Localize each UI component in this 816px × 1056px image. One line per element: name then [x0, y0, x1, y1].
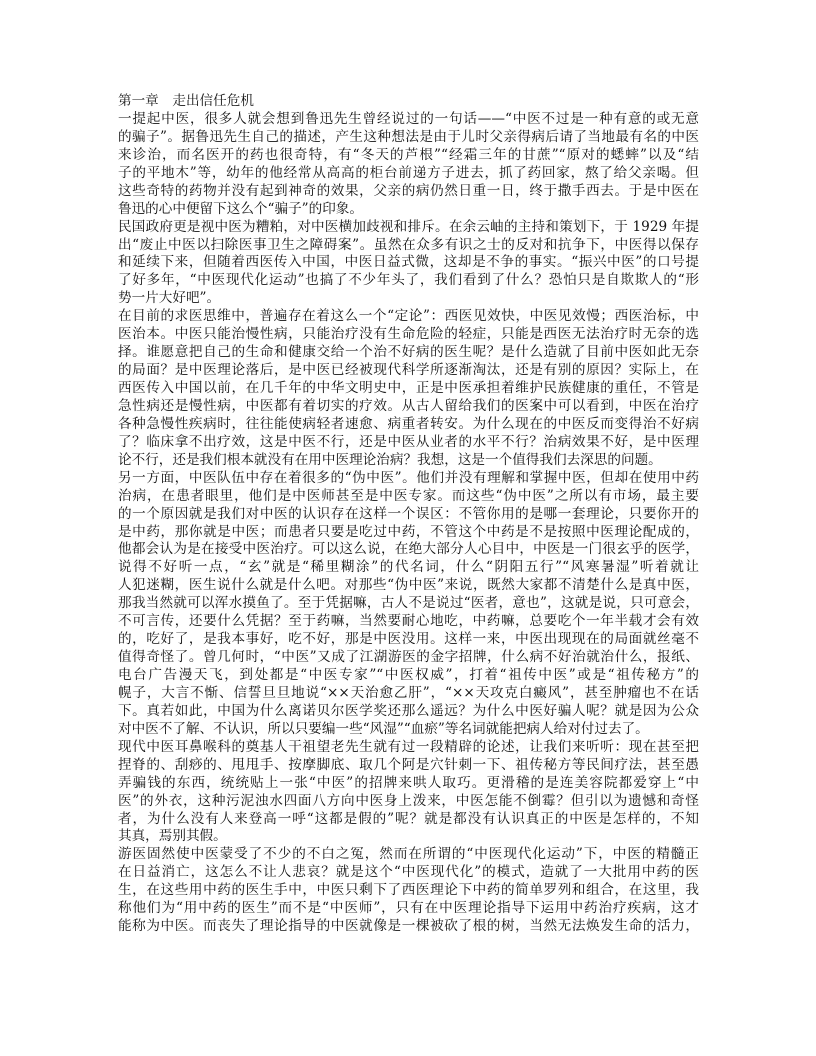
text-line: 下。真若如此，中国为什么离诺贝尔医学奖还那么遥远？为什么中医好骗人呢？就是因为公众 [118, 702, 699, 719]
text-line: 论不行，还是我们根本就没有在用中医理论治病？我想，这是一个值得我们去深思的问题。 [118, 451, 662, 468]
document-body [118, 111, 699, 936]
text-line: 幌子，大言不惭、信誓旦旦地说“××天治愈乙肝”，“××天攻克白癜风”，甚至肿瘤也不在话 [118, 684, 699, 701]
text-line: 在目前的求医思维中，普遍存在着这么一个“定论”：西医见效快，中医见效慢；西医治标，中 [118, 308, 699, 325]
text-line: 了好多年，“中医现代化运动”也搞了不少年头了，我们看到了什么？恐怕只是自欺欺人的“形 [118, 272, 699, 289]
text-line: 一提起中医，很多人就会想到鲁迅先生曾经说过的一句话——“中医不过是一种有意的或无意 [118, 110, 699, 127]
paragraph [118, 111, 699, 219]
text-line: 医”的外衣，这种污泥浊水四面八方向中医身上泼来，中医怎能不倒霉？但引以为遗憾和奇怪 [118, 792, 699, 809]
text-line: 子的平地木”等，幼年的他经常从高高的柜台前递方子进去，抓了药回家，熬了给父亲喝。但 [118, 164, 699, 181]
text-line: 另一方面，中医队伍中存在着很多的“伪中医”。他们并没有理解和掌握中医，但却在使用中药 [118, 469, 699, 486]
document-page [118, 93, 699, 936]
paragraph [118, 219, 699, 309]
text-line: 的局面？是中医理论落后，是中医已经被现代科学所逐渐淘汰，还是有别的原因？实际上，在 [118, 362, 699, 379]
text-line: 他都会认为是在接受中医治疗。可以这么说，在绝大部分人心目中，中医是一门很玄乎的医学， [118, 541, 699, 558]
text-line: 在日益消亡，这怎么不让人悲哀？就是这个“中医现代化”的模式，造就了一大批用中药的医 [118, 864, 699, 881]
text-line: 对中医不了解、不认识，所以只要编一些“风湿”“血瘀”等名词就能把病人给对付过去了。 [118, 720, 649, 737]
text-line: 的骗子”。据鲁迅先生自己的描述，产生这种想法是由于儿时父亲得病后请了当地最有名的中医 [118, 128, 699, 145]
text-line: 这些奇特的药物并没有起到神奇的效果，父亲的病仍然日重一日，终于撒手西去。于是中医在 [118, 182, 699, 199]
paragraph [118, 470, 699, 739]
text-line: 能称为中医。而丧失了理论指导的中医就像是一棵被砍了根的树，当然无法焕发生命的活力， [118, 918, 699, 935]
paragraph [118, 739, 699, 847]
text-line: 捏脊的、刮痧的、甩甩手、按摩脚底、取几个阿是穴针刺一下、祖传秘方等民间疗法，甚至愚 [118, 756, 699, 773]
text-line: 是中药，那你就是中医；而患者只要是吃过中药，不管这个中药是不是按照中医理论配成的， [118, 523, 699, 540]
text-line: 的一个原因就是我们对中医的认识存在这样一个误区：不管你用的是哪一套理论，只要你开的 [118, 505, 699, 522]
text-line: 弄骗钱的东西，统统贴上一张“中医”的招牌来哄人取巧。更滑稽的是连美容院都爱穿上“中 [118, 774, 699, 791]
text-line: 人犯迷糊，医生说什么就是什么吧。对那些“伪中医”来说，既然大家都不清楚什么是真中医， [118, 577, 699, 594]
text-line: 医治本。中医只能治慢性病，只能治疗没有生命危险的轻症，只能是西医无法治疗时无奈的选 [118, 326, 699, 343]
text-line: 的，吃好了，是我本事好，吃不好，那是中医没用。这样一来，中医出现现在的局面就丝毫不 [118, 631, 699, 648]
text-line: 其真，焉别其假。 [118, 828, 227, 845]
text-line: 各种急慢性疾病时，往往能使病轻者速愈、病重者转安。为什么现在的中医反而变得治不好病 [118, 415, 699, 432]
text-line: 者，为什么没有人来登高一呼“这都是假的”呢？就是都没有认识真正的中医是怎样的，不知 [118, 810, 699, 827]
text-line: 生，在这些用中药的医生手中，中医只剩下了西医理论下中药的简单罗列和组合，在这里，我 [118, 882, 699, 899]
text-line: 不可言传，还要什么凭据？至于药嘛，当然要耐心地吃，中药嘛，总要吃个一年半载才会有效 [118, 613, 699, 630]
text-line: 西医传入中国以前，在几千年的中华文明史中，正是中医承担着维护民族健康的重任，不管是 [118, 380, 699, 396]
text-line: 电台广告漫天飞，到处都是“中医专家”“中医权威”，打着“祖传中医”或是“祖传秘方”的 [118, 667, 699, 683]
text-line: 势一片大好吧”。 [118, 290, 221, 307]
text-line: 那我当然就可以浑水摸鱼了。至于凭据嘛，古人不是说过“医者，意也”，这就是说，只可意会， [118, 595, 699, 612]
text-line: 来诊治，而名医开的药也很奇特，有“冬天的芦根”“经霜三年的甘蔗”“原对的蟋蟀”以及“结 [118, 146, 699, 163]
text-line: 值得奇怪了。曾几何时，“中医”又成了江湖游医的金字招牌，什么病不好治就治什么，报纸、 [118, 649, 699, 666]
text-line: 鲁迅的心中便留下这么个“骗子”的印象。 [118, 200, 363, 217]
text-line: 和延续下来，但随着西医传入中国，中医日益式微，这却是不争的事实。“振兴中医”的口号提 [118, 254, 699, 271]
text-line: 择。谁愿意把自己的生命和健康交给一个治不好病的医生呢？是什么造就了目前中医如此无奈 [118, 344, 699, 361]
text-line: 出“废止中医以扫除医事卫生之障碍案”。虽然在众多有识之士的反对和抗争下，中医得以保存 [118, 236, 699, 253]
chapter-title: 第一章 走出信任危机 [118, 93, 254, 109]
text-line: 急性病还是慢性病，中医都有着切实的疗效。从古人留给我们的医案中可以看到，中医在治疗 [118, 397, 699, 414]
paragraph [118, 846, 699, 936]
text-line: 现代中医耳鼻喉科的奠基人干祖望老先生就有过一段精辟的论述，让我们来听听：现在甚至把 [118, 738, 699, 755]
paragraph [118, 308, 699, 469]
text-line: 称他们为“用中药的医生”而不是“中医师”，只有在中医理论指导下运用中药治疗疾病，这才 [118, 900, 699, 917]
text-line: 了？临床拿不出疗效，这是中医不行，还是中医从业者的水平不行？治病效果不好，是中医理 [118, 433, 699, 450]
text-line: 说得不好听一点，“玄”就是“稀里糊涂”的代名词，什么“阴阳五行”“风寒暑湿”听着就让 [118, 559, 699, 576]
text-line: 游医固然使中医蒙受了不少的不白之冤，然而在所谓的“中医现代化运动”下，中医的精髓正 [118, 846, 699, 863]
text-line: 民国政府更是视中医为糟粕，对中医横加歧视和排斥。在余云岫的主持和策划下，于 1929 年提 [118, 218, 699, 235]
text-line: 治病，在患者眼里，他们是中医师甚至是中医专家。而这些“伪中医”之所以有市场，最主要 [118, 487, 699, 504]
